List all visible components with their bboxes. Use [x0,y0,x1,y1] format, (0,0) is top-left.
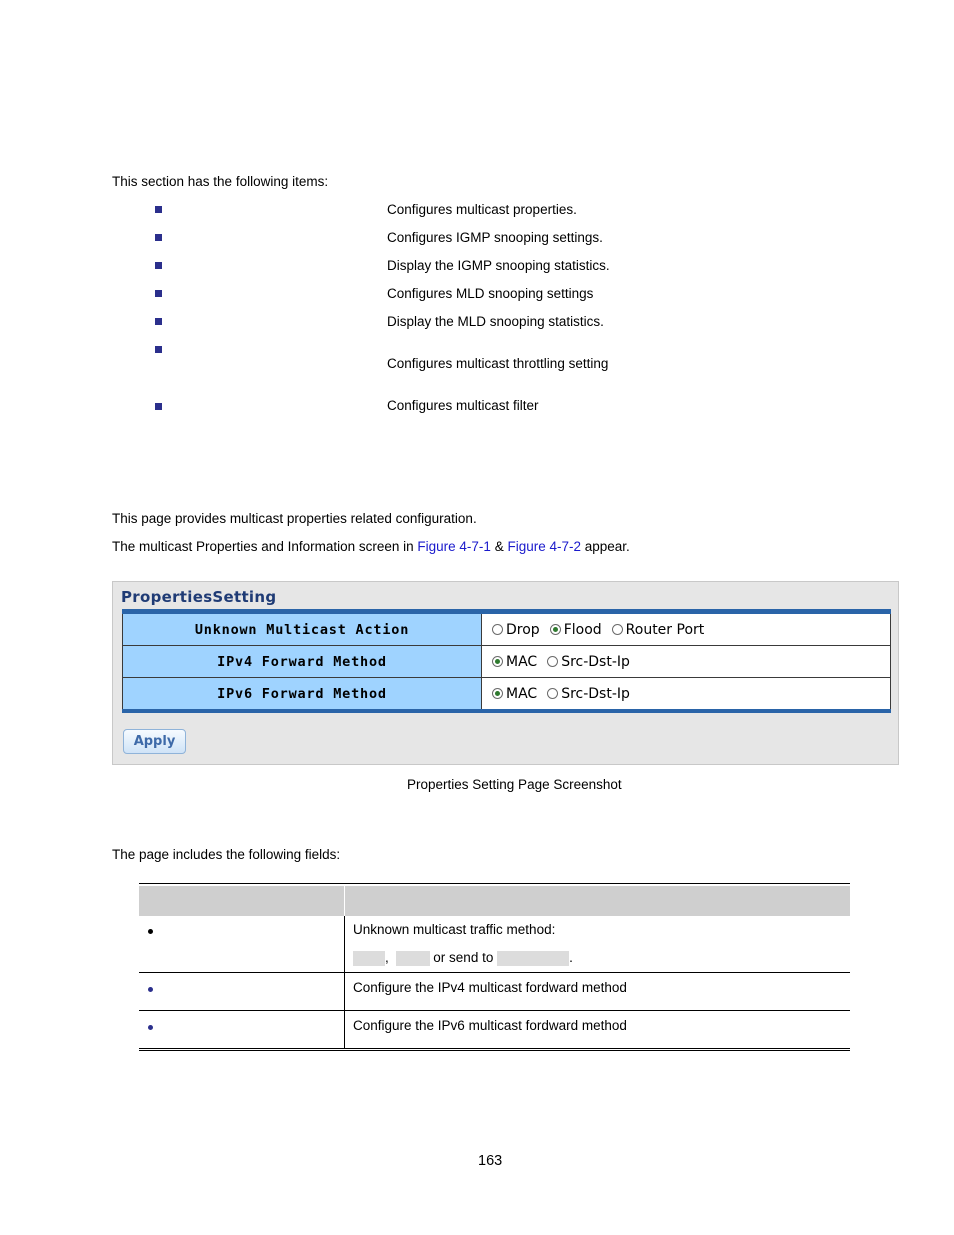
radio-label: Drop [506,621,540,638]
list-item-desc: Display the IGMP snooping statistics. [387,258,610,273]
bullet-icon [155,318,162,325]
radio-src-dst-ip[interactable] [547,686,630,702]
list-item-desc: Configures MLD snooping settings [387,286,594,301]
bullet-icon [155,206,162,213]
table-row [139,973,850,1011]
list-item-desc: Configures multicast properties. [387,202,577,217]
radio-label: MAC [506,685,538,702]
row-object-cell [139,1011,345,1048]
fields-intro: The page includes the following fields: [112,847,341,862]
section-intro: This section has the following items: [112,174,329,189]
radio-label: Src-Dst-Ip [561,685,630,702]
field-desc-text: or send to [433,950,494,965]
radio-group [482,614,891,645]
radio-flood[interactable] [550,622,602,638]
figure-link[interactable]: Figure 4-7-1 [417,539,491,554]
table-rule [139,883,850,884]
fields-table [139,883,850,1051]
table-rule [139,1048,850,1051]
radio-label: Router Port [625,621,705,638]
list-item-desc: Configures IGMP snooping settings. [387,230,603,245]
bullet-icon [155,262,162,269]
field-desc: Unknown multicast traffic method: [353,922,556,937]
table-header [139,886,850,916]
table-row [122,646,891,678]
row-label: IPv6 Forward Method [122,678,482,709]
paragraph-text: & [490,539,508,554]
separator-text: , [385,950,389,965]
radio-icon [492,624,503,635]
table-row [122,678,891,709]
radio-mac[interactable] [492,686,537,702]
radio-icon [547,656,558,667]
apply-button[interactable]: Apply [123,729,186,754]
bullet-icon [155,346,162,353]
radio-drop[interactable] [492,622,540,638]
redacted-box [353,951,385,966]
table-row [139,916,850,973]
radio-label: MAC [506,653,538,670]
field-desc: Configure the IPv6 multicast fordward method [353,1018,627,1033]
list-item-desc: Display the MLD snooping statistics. [387,314,604,329]
figure-caption: Properties Setting Page Screenshot [407,777,622,792]
paragraph: This page provides multicast properties related configuration. [112,511,477,526]
radio-router-port[interactable] [612,622,705,638]
row-label: IPv4 Forward Method [122,646,482,677]
row-label: Unknown Multicast Action [122,614,482,645]
radio-icon [547,688,558,699]
field-desc-line [353,950,850,966]
radio-label: Flood [563,621,602,638]
row-description-cell [345,916,850,972]
table-row [139,1011,850,1048]
separator-text: . [569,950,573,965]
bullet-icon [155,234,162,241]
radio-icon [612,624,623,635]
figure-link[interactable]: Figure 4-7-2 [507,539,582,554]
paragraph-text: The multicast Properties and Information screen in [112,539,418,554]
paragraph-text: appear. [581,539,630,554]
row-description-cell [345,1011,850,1048]
list-item-desc: Configures multicast filter [387,398,539,413]
radio-mac[interactable] [492,654,537,670]
bullet-icon [155,403,162,410]
radio-src-dst-ip[interactable] [547,654,630,670]
redacted-box [497,951,569,966]
bullet-dot-icon [148,1025,153,1030]
radio-selected-icon [492,688,503,699]
redacted-box [396,951,430,966]
properties-table [122,609,891,713]
field-desc: Configure the IPv4 multicast fordward method [353,980,627,995]
bullet-icon [155,290,162,297]
row-object-cell [139,973,345,1010]
bullet-dot-icon [148,987,153,992]
table-row [122,614,891,646]
radio-group [482,646,891,677]
radio-selected-icon [550,624,561,635]
radio-label: Src-Dst-Ip [561,653,630,670]
radio-group [482,678,891,709]
list-item-desc: Configures multicast throttling setting [387,356,609,371]
bullet-dot-icon [148,929,153,934]
radio-selected-icon [492,656,503,667]
header-cell [139,886,345,916]
row-description-cell [345,973,850,1010]
page-number: 163 [478,1153,503,1169]
paragraph [112,539,630,555]
panel-title: PropertiesSetting [121,588,277,606]
row-object-cell [139,916,345,972]
